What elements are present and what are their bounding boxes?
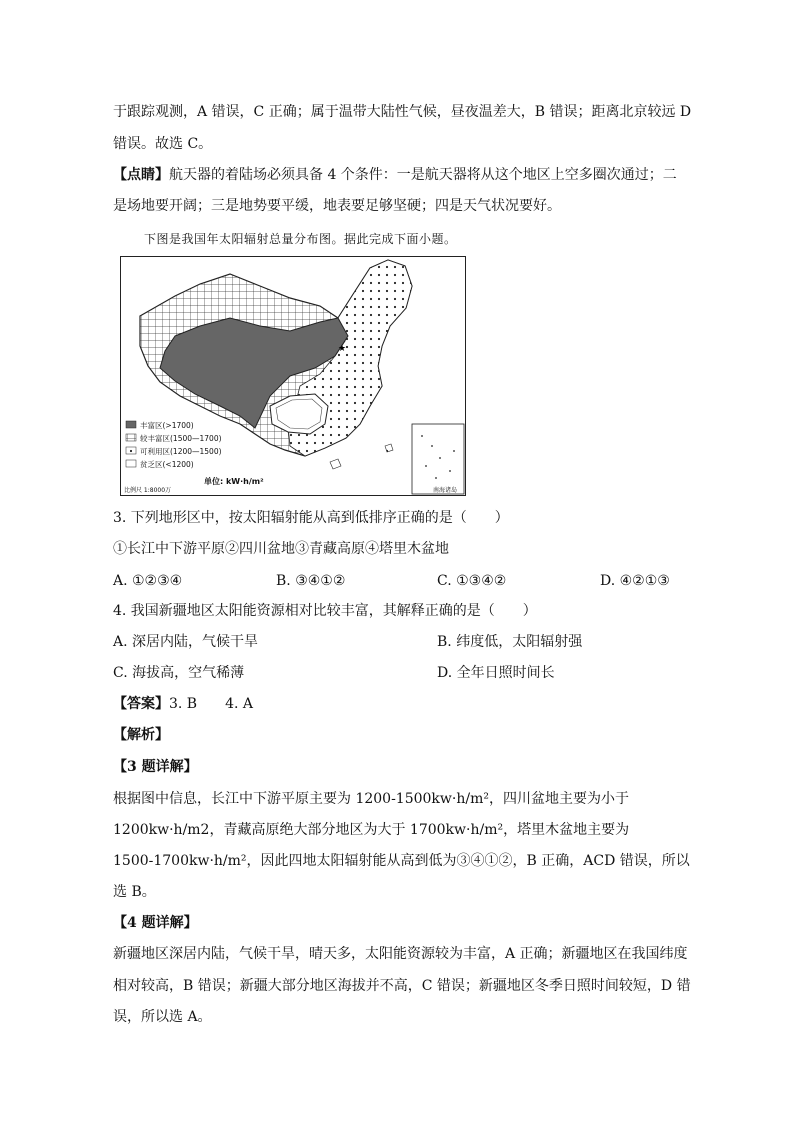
q3-option-c: C. ①③④② [437,573,507,589]
d3-line4: 选 B。 [113,884,156,900]
dianjing-line1 [113,165,677,185]
d3-tag: 【3 题详解】 [113,759,198,775]
q4-option-c: C. 海拔高，空气稀薄 [113,665,245,681]
answer-text: 3. B 4. A [169,696,254,712]
d3-line1: 根据图中信息，长江中下游平原主要为 1200-1500kw·h/m²，四川盆地主要为小于 [113,791,629,807]
q4-option-b: B. 纬度低，太阳辐射强 [437,634,583,650]
q3-items: ①长江中下游平原②四川盆地③青藏高原④塔里木盆地 [113,541,449,557]
d4-line2: 相对较高，B 错误；新疆大部分地区海拔并不高，C 错误；新疆地区冬季日照时间较短，D 错 [113,978,691,994]
d4-line3: 误，所以选 A。 [113,1009,212,1025]
d3-line2: 1200kw·h/m2，青藏高原绝大部分地区为大于 1700kw·h/m²，塔里木盆地主要为 [113,822,630,838]
map-intro: 下图是我国年太阳辐射总量分布图。据此完成下面小题。 [144,232,457,246]
map-scale: 比例尺 1:8000万 [124,487,172,494]
d4-line1: 新疆地区深居内陆，气候干旱，晴天多，太阳能资源较为丰富，A 正确；新疆地区在我国纬度 [113,946,688,962]
q2-tail-line2: 错误。故选 C。 [113,136,213,152]
legend-poor-label: 贫乏区(<1200) [140,460,194,469]
q4-option-d: D. 全年日照时间长 [437,665,555,681]
dianjing-line2: 是场地要开阔；三是地势要平缓，地表要足够坚硬；四是天气状况要好。 [113,198,561,214]
legend-usable-label: 可利用区(1200—1500) [140,447,222,456]
q2-tail-line1: 于跟踪观测，A 错误，C 正确；属于温带大陆性气候，昼夜温差大，B 错误；距离北京较远 D [113,104,692,120]
legend-rich-label: 丰富区(>1700) [140,421,194,430]
q4-stem: 4. 我国新疆地区太阳能资源相对比较丰富，其解释正确的是（ ） [113,603,537,619]
d4-tag: 【4 题详解】 [113,915,198,931]
d3-line3: 1500-1700kw·h/m²，因此四地太阳辐射能从高到低为③④①②，B 正确，ACD 错误，所以 [113,853,690,869]
q3-option-d: D. ④②①③ [600,573,670,589]
q4-option-a: A. 深居内陆，气候干旱 [113,634,259,650]
solar-radiation-map [120,256,466,496]
legend-fairly-rich-label: 较丰富区(1500—1700) [140,434,222,443]
answer-line [113,694,253,714]
answer-tag: 【答案】 [113,696,169,712]
map-unit: 单位: kW·h/m² [204,477,264,486]
q3-option-a: A. ①②③④ [113,573,183,589]
dianjing-text1: 航天器的着陆场必须具备 4 个条件：一是航天器将从这个地区上空多圈次通过；二 [169,167,677,183]
analysis-tag: 【解析】 [113,727,169,743]
beijing-star-icon: ★ [338,344,347,354]
inset-label: 南海诸岛 [433,487,458,494]
dianjing-tag: 【点睛】 [113,167,169,183]
q3-stem: 3. 下列地形区中，按太阳辐射能从高到低排序正确的是（ ） [113,510,509,526]
q3-option-b: B. ③④①② [276,573,346,589]
